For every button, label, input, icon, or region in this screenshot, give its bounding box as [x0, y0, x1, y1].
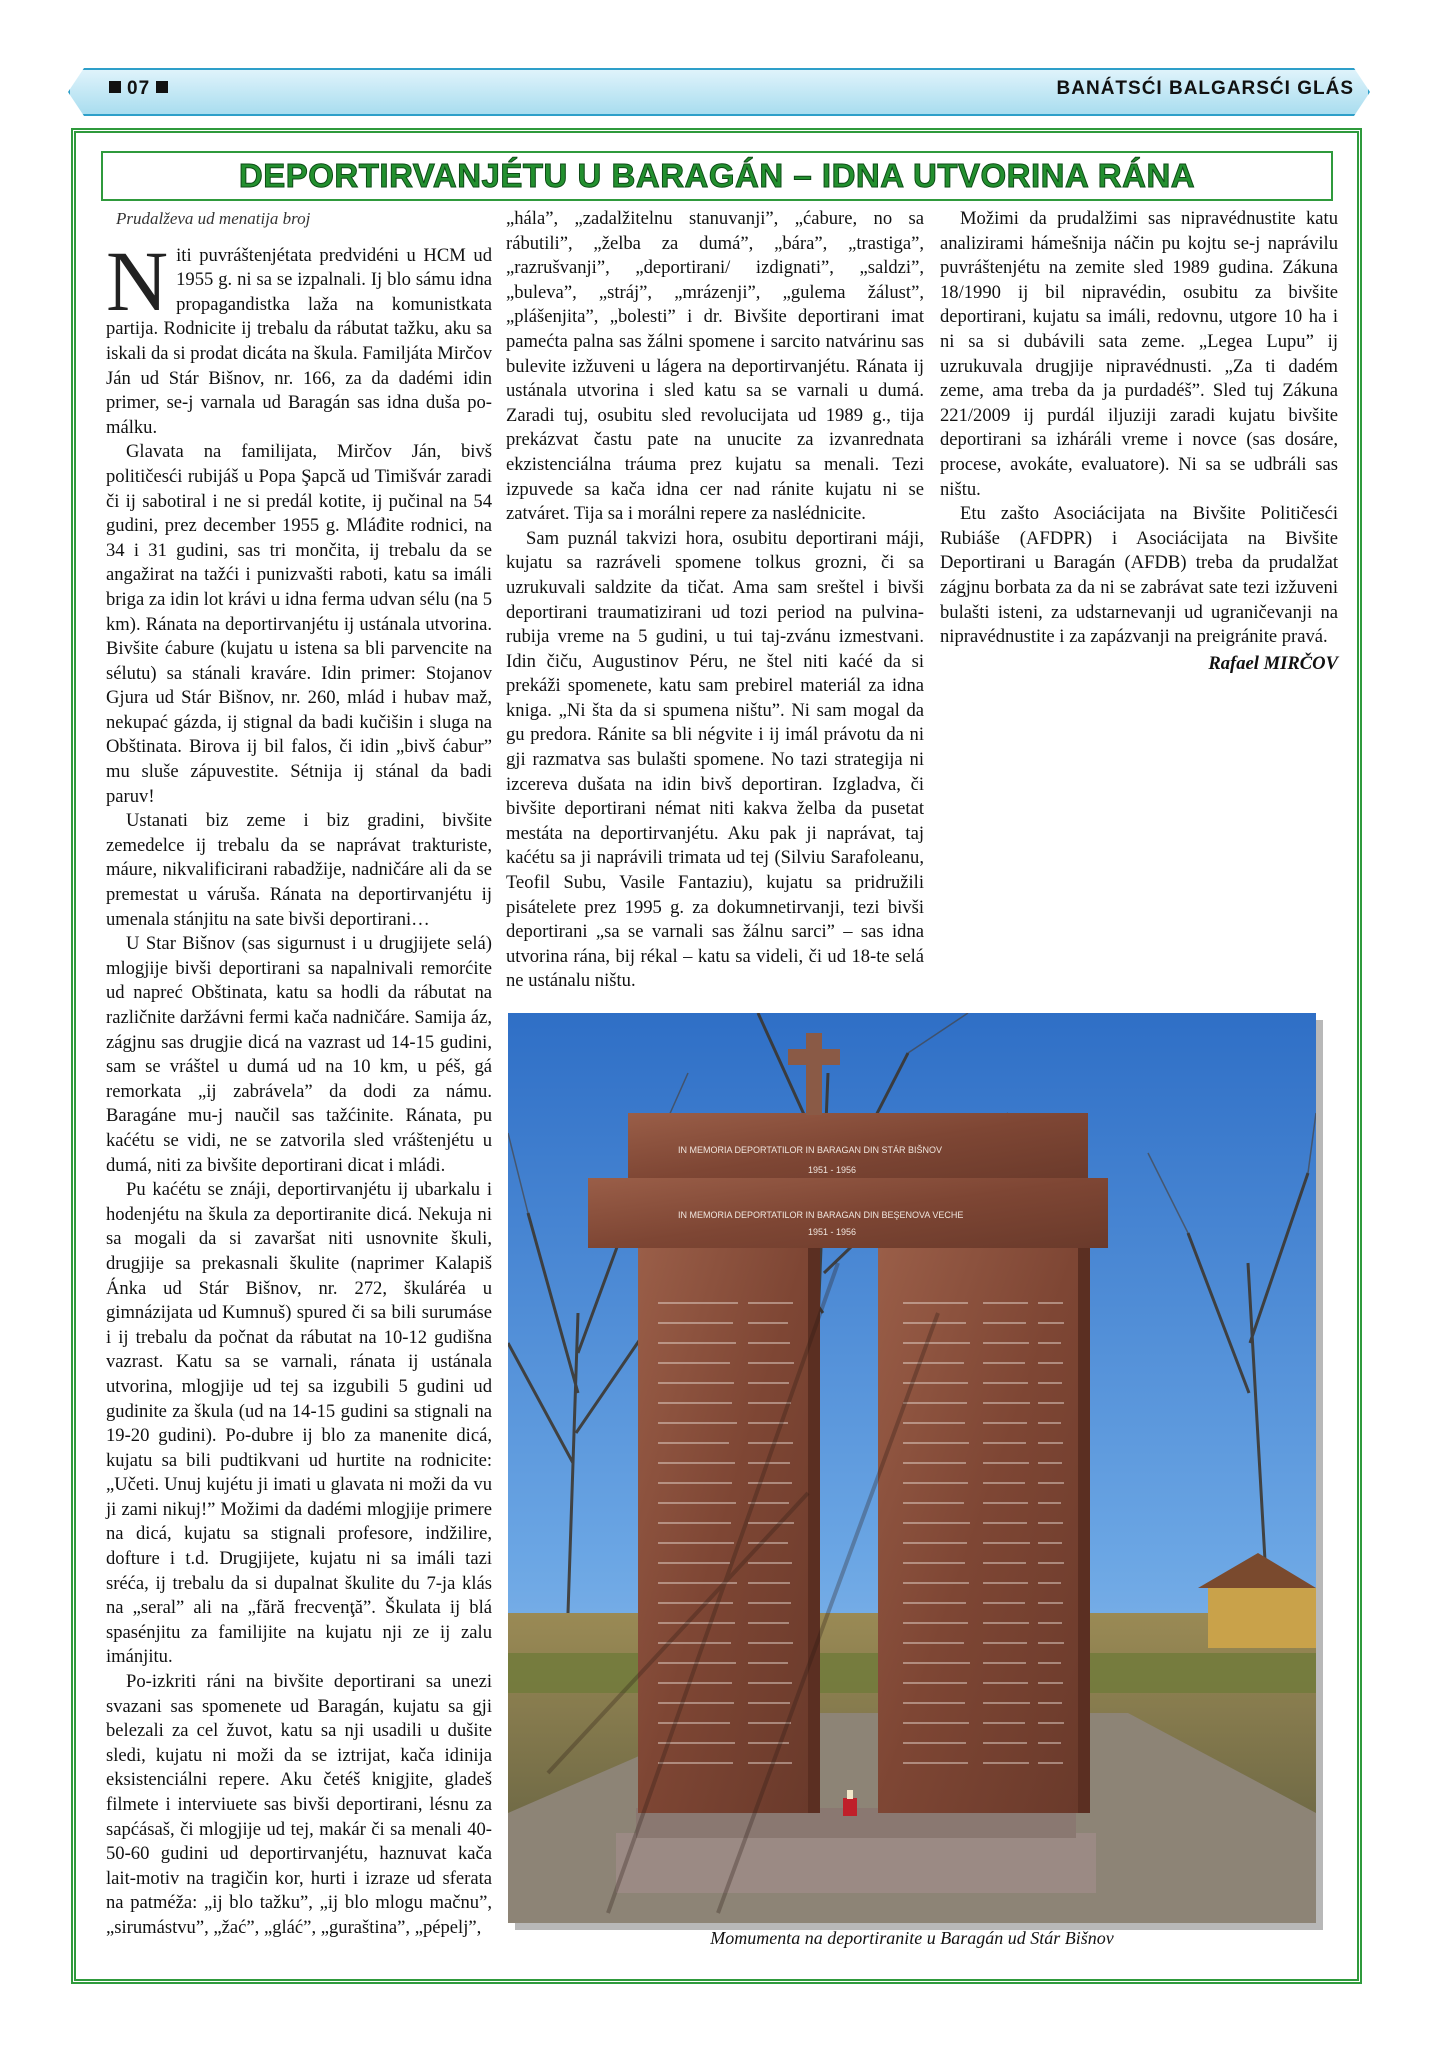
article-title: DEPORTIRVANJÉTU U BARAGÁN – IDNA UTVORINA RÁNA	[238, 157, 1196, 194]
article-author: Rafael MIRČOV	[1208, 652, 1338, 674]
article-subtitle: Prudalževa ud menatija broj	[116, 209, 311, 228]
svg-text:1951 - 1956: 1951 - 1956	[808, 1165, 857, 1175]
svg-text:IN MEMORIA DEPORTATILOR IN BAR: IN MEMORIA DEPORTATILOR IN BARAGAN DIN BEŞENOVA VECHE	[678, 1210, 964, 1220]
paragraph-9: Etu zašto Asociácijata na Bivšite Političesći Rubiáše (AFDPR) i Asociácijata na Bivšite Deportirani u Baragán (AFDB) treba da prudalžat zágjnu borbata za da ni se zabrávat sate tezi izžuveni bulašti isteni, za udstarnevanji ud ugraničevanji na nipravédnustite i za zapázvanji na preigránite pravá.	[940, 503, 1338, 648]
square-bullet-icon	[109, 81, 121, 93]
square-bullet-icon	[156, 81, 168, 93]
paragraph-6-start: Po-izkriti ráni na bivšite deportirani sa unezi svazani sas spomenete ud Baragán, kujatu sa gji belezali za cel žuvot, katu sa nji usadili u dušite sledi, kujatu ni moži da se iztrijat, kača idinija eksistenciálni repere. Aku četéš knigjite, gladeš filmete i interviuete sas bivši deportirani, lésnu za sapćásaš, či mlogjije ud tej, makár či sa menali 40-50-60 gudini ud deportirvanjétu, haznuvat kača lait-motiv na tragičin kor, hurti i izraze ud sferata na patméža: „ij blo tažku”, „ij blo mlogu mačnu”, „sirumástvu”, „žać”, „gláć”, „guraština”, „pépelj”,	[106, 1671, 492, 1938]
text-column-3	[940, 207, 1338, 1002]
monument-photo	[508, 1013, 1316, 1923]
paragraph-3: Ustanati biz zeme i biz gradini, bivšite zemedelce ij trebalu da se naprávat trakturiste, máure, nikvalificirani rabadžije, nadničáre ali da se premestat u váruša. Ránata na deportirvanjétu ij umenala stánjitu na sate bivši deportirani…	[106, 810, 492, 930]
svg-text:IN MEMORIA DEPORTATILOR IN BAR: IN MEMORIA DEPORTATILOR IN BARAGAN DIN STÁR BIŠNOV	[678, 1145, 943, 1155]
photo-caption: Momumenta na deportiranite u Baragán ud Stár Bišnov	[710, 1928, 1114, 1948]
paragraph-8: Možimi da prudalžimi sas nipravédnustite katu analizirami hámešnija náčin pu kojtu se-j naprávilu puvráštenjétu na zemite sled 1989 gudina. Zákuna 18/1990 ij bil nipravédin, osubitu za bivšite deportirani, kujatu sa imáli, redovnu, utgore 10 ha i ni sa si dubávili sata zeme. „Legea Lupu” ij uzrukuvala drugjije nipravédnusti. „Za ti dadém zeme, ama treba da ja purdadéš”. Sled tuj Zákuna 221/2009 ij purdál iljuziji zaradi kujatu bivšite deportirani sa izháráli vreme i novce (sas dosáre, procese, avokáte, evaluatore). Ni sa se udbráli sas ništu.	[940, 208, 1338, 500]
page-number	[103, 78, 174, 100]
paragraph-1-text: iti puvráštenjétata predvidéni u HCM ud 1955 g. ni sa se izpalnali. Ij blo sámu idna propagandistka laža na komunistkata partija. Rodnicite ij trebalu da rábutat tažku, aku sa iskali da si prodat dicáta na škula. Familjáta Mirčov Ján ud Stár Bišnov, nr. 166, za da dadémi idin primer, se-j varnala ud Baragán sas idna duša po-málku.	[106, 244, 492, 438]
text-column-2	[506, 207, 924, 1002]
drop-cap: N	[106, 232, 169, 329]
publication-name: BANÁTSĆI BALGARSĆI GLÁS	[1056, 78, 1354, 99]
text-column-1	[106, 207, 492, 1957]
svg-text:1951 - 1956: 1951 - 1956	[808, 1227, 857, 1237]
paragraph-7-start: Sam puznál takvizi hora, osubitu deportirani máji, kujatu sa razráveli spomene tolkus grozni, či sa uzrukuvali saldzite da tičat. Ama sam sreštel i bivši deportirani traumatizirani ud tozi period na pulvina-rubija vreme na 5 gudini, u tui taj-zvánu izmestvani. Idin čiču, Augustinov Péru, ne štel niti kaćé da si prekáži spomenete, katu sam prebirel materiál za idna kniga. „Ni šta da si spumena ništu”. Ni sam mogal da gu predora. Ránite sa bli négvite i ij imál právotu da ni gji razmatva sas bulašti spomene. No tazi strategija ni izcereva dušata na idin bivš deportiran. Izgladva, či bivšite deportirani némat niti kakva želba da pusetat mestáta na deportirvanjétu. Aku pak ji naprávat, taj kaćétu sa ji naprávili trimata ud tej (Silviu Sarafoleanu, Teofil Subu, Vasile Fantaziu), kujatu sa pridružili pisátelete prez 1995 g. za dokumnetirvanji, tezi bivši deportirani „sa se varnali sas žálnu sarci” – sas idna utvorina rána, bij rékal – katu sa videli, či ud 18-te selá ne ustánalu ništu.	[506, 527, 924, 992]
paragraph-5: Pu kaćétu se znáji, deportirvanjétu ij ubarkalu i hodenjétu na škula za deportiranite dicá. Nekuja ni sa mogali da si zavaršat niti usnovnite škuli, drugjije sa prekasnali škulite (naprimer Kalapiš Ánka ud Stár Bišnov, nr. 272, škuláréa u gimnázijata ud Kumnuš) spured či sa bili surumáse i ij trebalu da počnat da rábutat na 10-12 gudišna vazrast. Katu sa se varnali, ránata ij ustánala utvorina, mlogjije ud tej sa izgubili 5 gudini ud gudinite za škula (ud na 14-15 gudini sa stignali na 19-20 gudini). Po-dubre ij blo za manenite dicá, kujatu sa bili pudtikvani ud hurtite na rodnicite: „Učeti. Unuj kujétu ji imati u glavata ni moži da vu ji zami nikuj!” Možimi da dadémi mlogjije primere na dicá, kujatu sa stignali profesore, indžilire, dofture i t.d. Drugjijete, kujatu ni sa imáli tazi sréća, ij trebalu da si dupalnat škulite du 7-ja klás na „seral” ali na „fără frecvenţă”. Škulata ij blá spasénjitu za familijite na kujatu nji ze ij zalu imánjitu.	[106, 1179, 492, 1668]
paragraph-6-continued: „hála”, „zadalžitelnu stanuvanji”, „ćabure, no sa rábutili”, „želba za dumá”, „bára”, „trastiga”, „razrušvanji”, „deportirani/ izdignati”, „saldzi”, „buleva”, „stráj”, „mrázenji”, „gulema žálust”, „plášenjita”, „bolesti” i dr. Bivšite deportirani imat pamećta palna sas žálni spomene i sarcito natvárinu sas bulevite izžuveni u lágera na deportirvanjétu. Ránata ij ustánala utvorina i sled katu sa se varnali u dumá. Zaradi tuj, osubitu sled revolucijata ud 1989 g., tija prekázvat častu pate na unucite za izvanrednata ekzistenciálna tráuma prez kujatu sa menali. Tezi izpuvede sa kača idna cer nad ránite kujatu ni se zatváret. Tija sa i morálni repere za naslédnicite.	[506, 208, 924, 525]
paragraph-2: Glavata na familijata, Mirčov Ján, bivš političesći rubijáš u Popa Şapcă ud Timišvár zaradi či ij sabotiral i ne si predál kotite, ij pučinal na 54 gudini, prez december 1955 g. Mláđite rodnici, na 34 i 31 gudini, sas tri mončita, ij trebalu da se angažirat na tažći i punizvašti raboti, katu sa imáli briga za idin lot krávi u idna ferma udvan sélu (na 5 km). Ránata na deportirvanjétu ij ustánala utvorina. Bivšite ćabure (kujatu u istena sa bli parvencite na sélutu) sa stánali kraváre. Idin primer: Stojanov Gjura ud Stár Bišnov, nr. 260, mlád i hubav maž, nekupać gázda, ij stignal da badi kučišin i sluga na Obštinata. Birova ij bil falos, či idin „bivš ćabur” mu sluše zápuvestite. Sétnija ij stánal da badi paruv!	[106, 441, 492, 807]
monument-illustration	[508, 1013, 1316, 1923]
paragraph-4: U Star Bišnov (sas sigurnust i u drugjijete selá) mlogjije bivši deportirani sa napalnivali remorćite ud napreć Obštinata, katu sa hodli da rábutat na različnite daržávni fermi kača nadničáre. Samija áz, zágjnu sas drugjie dicá na vazrast ud 14-15 gudini, sam se vráštel u dumá ud na 10 km, u péš, gá remorkata „ij zabrávela” da dodi za námu. Baragáne mu-j naučil sas tažćinite. Ránata, pu kaćétu se vidi, ne se zatvorila sled vráštenjétu u dumá, niti za bivšite deportirani dicat i mládi.	[106, 933, 492, 1176]
page-number-text: 07	[127, 78, 151, 99]
paragraph-1	[106, 232, 492, 441]
